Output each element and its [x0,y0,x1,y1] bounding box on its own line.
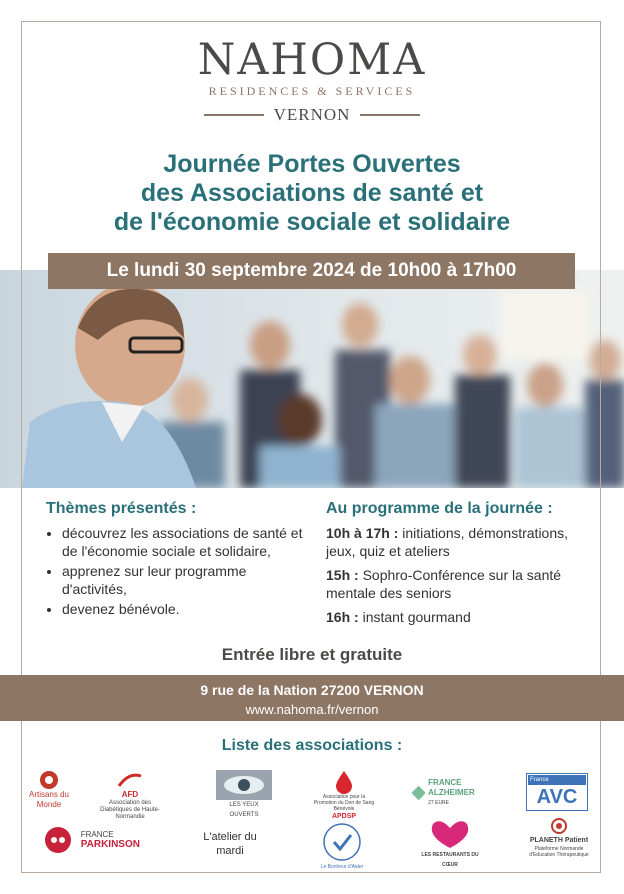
programme-item [326,566,596,602]
programme-text: initiations, démonstrations, jeux, quiz et ateliers [326,525,569,559]
title-line-2: des Associations de santé et [140,179,484,207]
logo-france-parkinson [40,826,140,854]
brand-name: NAHOMA [197,35,427,85]
programme-time: 15h : [326,567,359,583]
divider-left [204,114,264,116]
logo-sub: France [528,775,586,785]
logo-label: AVC [536,786,578,808]
list-item: • devenez bénévole. [62,600,306,618]
logo-label: FRANCE ALZHEIMER [428,778,475,797]
parkinson-icon [44,826,72,854]
address-banner [0,675,624,721]
programme-time: 16h : [326,609,359,625]
logo-label: PLANETH Patient [529,837,589,844]
themes-section [46,500,306,620]
programme-time: 10h à 17h : [326,525,399,541]
website-link[interactable]: www.nahoma.fr/vernon [245,702,379,717]
logo-label: Le Bonheur d'Aider [320,864,364,870]
title-line-3: de l'économie sociale et solidaire [113,208,511,236]
logo-afd [98,772,162,821]
logo-label: LES RESTAURANTS DU CŒUR [421,852,479,868]
themes-list [46,524,306,618]
logo-label: Association pour la Promotion du Don de Sang Bénévole [313,794,375,812]
list-item: • apprenez sur leur programme d'activités, [62,562,306,598]
afd-icon [115,772,145,790]
brand-city: VERNON [273,105,351,124]
address: 9 rue de la Nation 27200 VERNON [200,682,424,698]
bonheur-icon [322,822,362,862]
logo-label: LES YEUX OUVERTS [229,802,259,818]
title-line-1: Journée Portes Ouvertes [163,150,461,178]
date-banner: Le lundi 30 septembre 2024 de 10h00 à 17h00 [48,253,575,289]
logo-atelier-du-mardi [198,830,262,858]
logo-label: PARKINSON [80,839,140,850]
parkinson-row [40,826,140,854]
logo-sub: FRANCE [80,830,114,839]
logo-restos-du-coeur [420,818,480,870]
nahoma-logo [0,35,624,125]
logo-artisans-du-monde [26,770,72,810]
logo-label: Artisans du Monde [28,790,70,809]
logo-short: AFD [121,790,139,799]
brand-city-row [0,105,624,125]
logo-sub: 27 EURE [428,800,449,806]
programme-item [326,524,596,560]
logo-les-yeux-ouverts [216,770,272,820]
logo-short: APDSP [331,813,357,820]
divider-right [360,114,420,116]
themes-heading: Thèmes présentés : [46,500,197,517]
programme-text: instant gourmand [358,609,471,625]
artisans-icon [39,770,59,790]
logo-sub: Plateforme Normande d'Education Thérapeutique [529,846,589,858]
eye-icon [216,770,272,800]
list-item: • découvrez les associations de santé et de l'économie sociale et solidaire, [62,524,306,560]
associations-heading: Liste des associations : [221,737,403,754]
planeth-icon [549,816,569,836]
brand-subtitle: RESIDENCES & SERVICES [208,84,416,98]
alzheimer-icon [412,784,425,802]
logo-label: Association des Diabétiques de Haute-Normandie [100,800,160,820]
programme-item [326,608,596,626]
event-title [0,150,624,237]
alzheimer-text [428,778,488,808]
logo-france-avc [526,773,588,811]
alzheimer-row [412,778,488,808]
programme-section [326,500,596,632]
avc-box [526,773,588,811]
blood-drop-icon [334,770,354,794]
logo-planeth-patient [524,816,594,858]
heart-icon [425,818,475,850]
parkinson-text [81,830,140,850]
entry-notice: Entrée libre et gratuite [221,645,403,664]
logo-france-alzheimer [412,778,488,808]
logo-label: L'atelier du mardi [203,831,257,857]
programme-text: Sophro-Conférence sur la santé mentale des seniors [326,567,562,601]
programme-heading: Au programme de la journée : [326,500,553,517]
logo-bonheur-d-aider [320,822,364,872]
logo-apdsp [312,770,376,822]
